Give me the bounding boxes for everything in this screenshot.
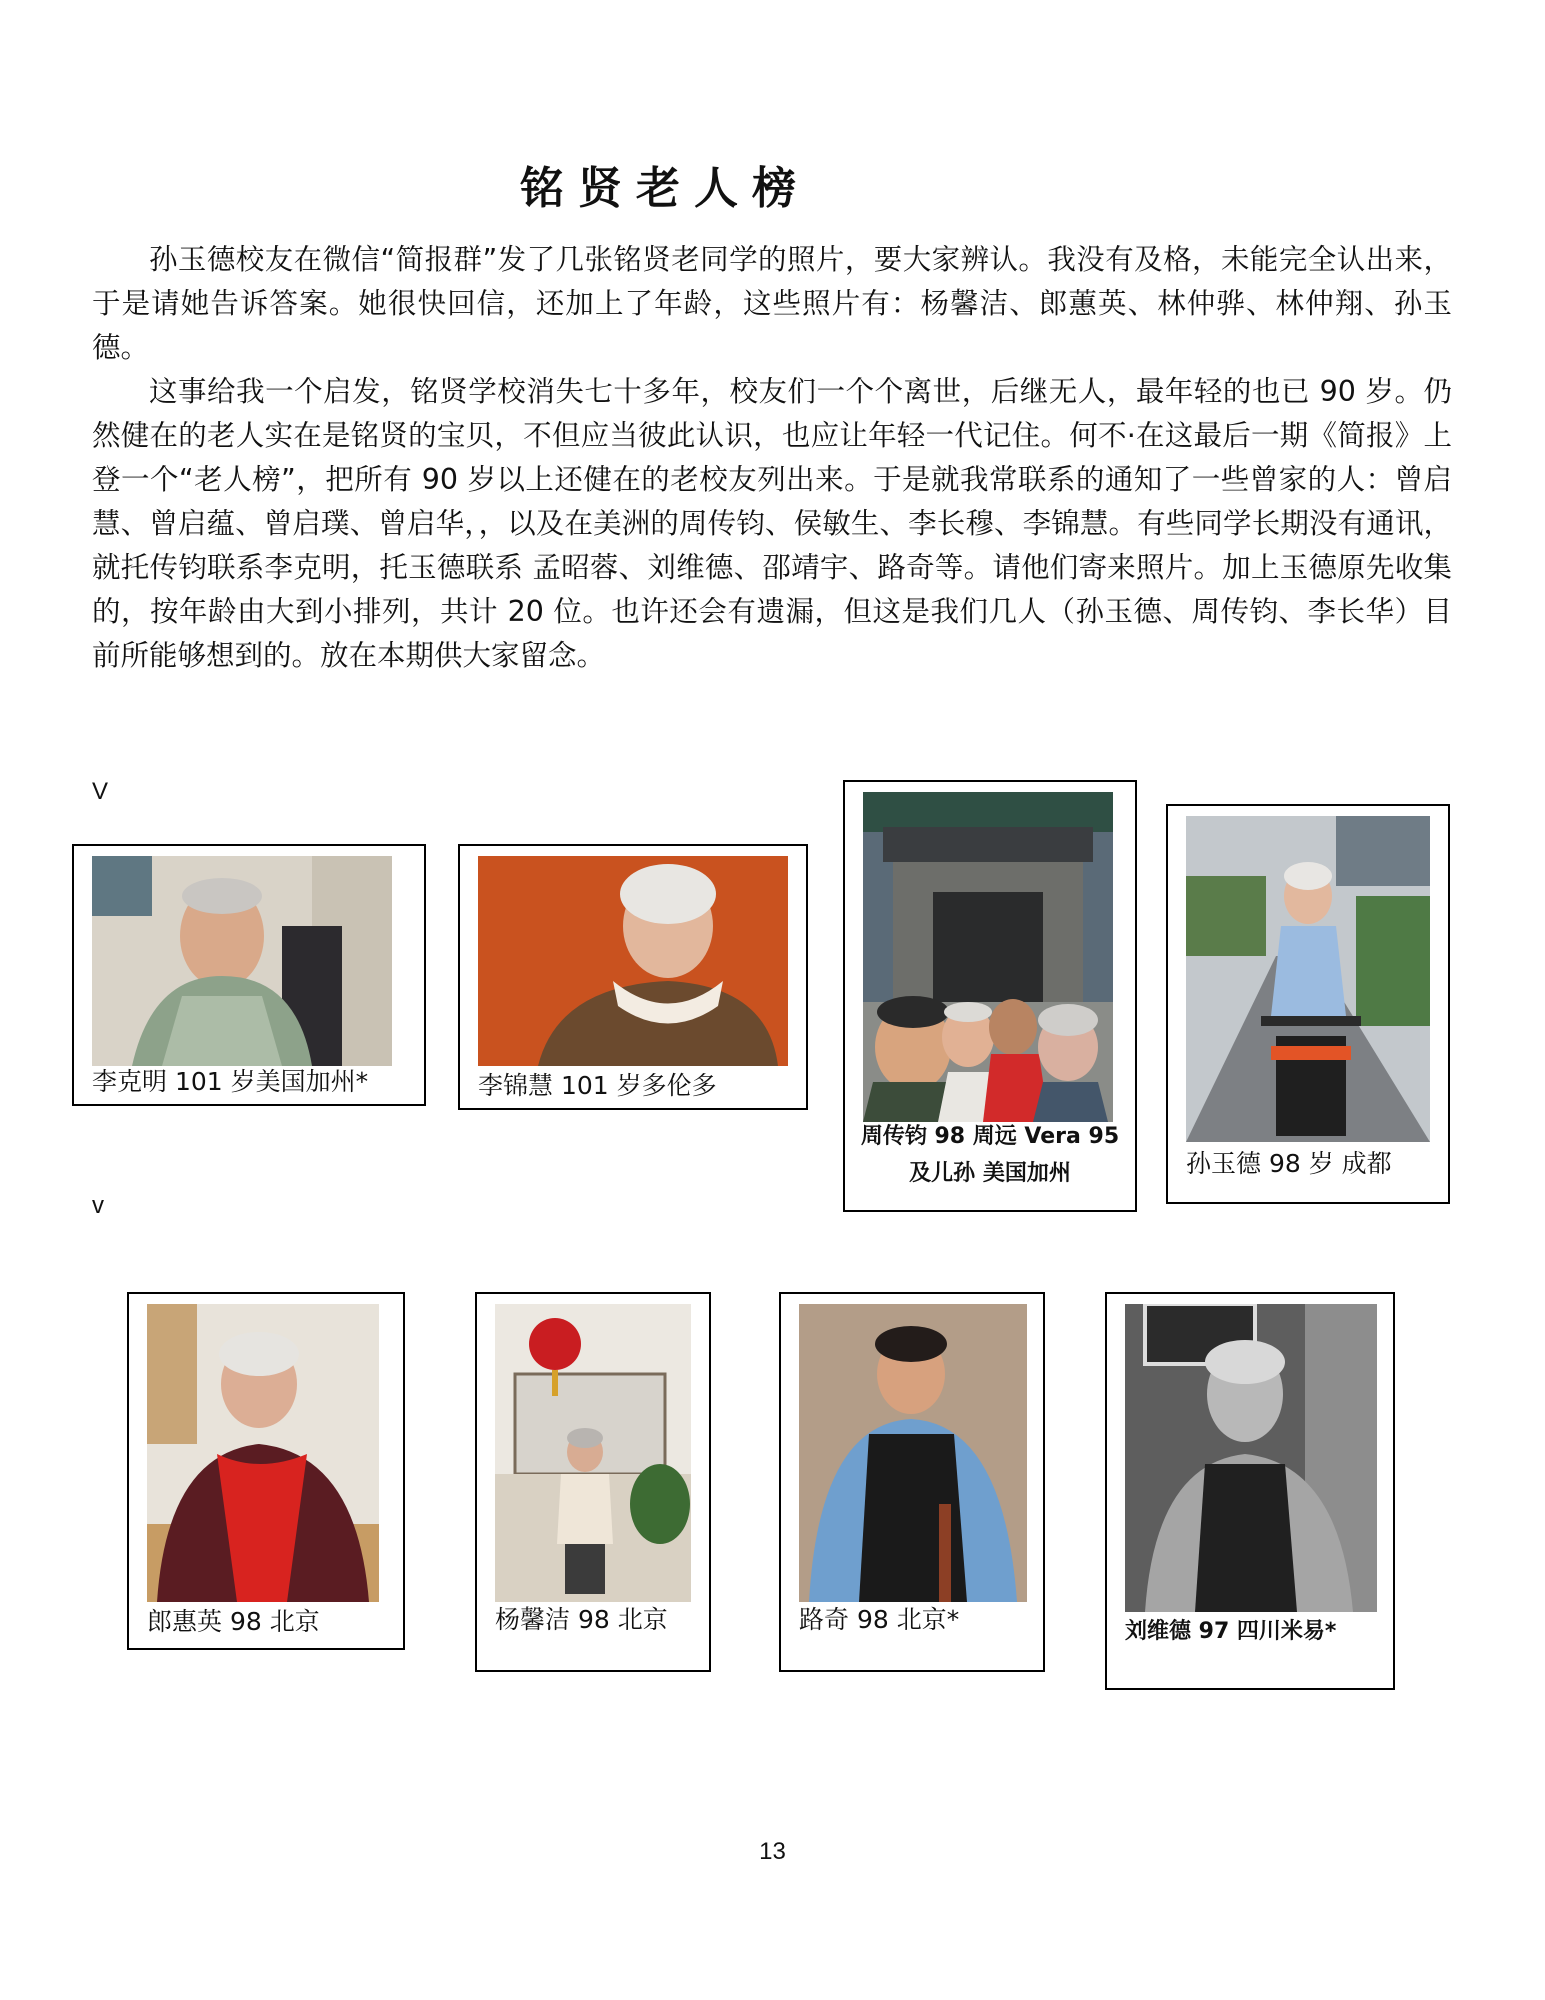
intro-paragraph: 孙玉德校友在微信“简报群”发了几张铭贤老同学的照片，要大家辨认。我没有及格，未能完全认出来，于是请她告诉答案。她很快回信，还加上了年龄，这些照片有：杨馨洁、郎蕙英、林仲骅、林仲翔、孙玉德。 (92, 243, 1452, 364)
photo-card-lu-qi (779, 1292, 1045, 1672)
photo-caption: 杨馨洁 98 北京 (495, 1605, 668, 1634)
photo-caption: 周传钧 98 周远 Vera 95 及儿孙 美国加州 (860, 1124, 1120, 1186)
photo-card-sun-yude (1166, 804, 1450, 1204)
family-photo (863, 792, 1113, 1122)
body-paragraph: 这事给我一个启发，铭贤学校消失七十多年，校友们一个个离世，后继无人，最年轻的也已 90 岁。仍然健在的老人实在是铭贤的宝贝，不但应当彼此认识，也应让年轻一代记住。何不·在这最后一期《简报》上登一个“老人榜”，把所有 90 岁以上还健在的老校友列出来。于是就我常联系的通知了一些曾家的人：曾启慧、曾启蕴、曾启璞、曾启华，，以及在美洲的周传钧、侯敏生、李长穆、李锦慧。有些同学长期没有通讯，就托传钧联系李克明，托玉德联系 孟昭蓉、刘维德、邵靖宇、路奇等。请他们寄来照片。加上玉德原先收集的，按年龄由大到小排列，共计 20 位。也许还会有遗漏，但这是我们几人（孙玉德、周传钧、李长华）目前所能够想到的。放在本期供大家留念。 (92, 375, 1452, 672)
portrait-photo (478, 856, 788, 1066)
portrait-photo (1125, 1304, 1377, 1612)
portrait-photo (799, 1304, 1027, 1602)
page-number: 13 (759, 1838, 786, 1865)
photo-caption: 孙玉德 98 岁 成都 (1186, 1149, 1392, 1178)
portrait-photo (1186, 816, 1430, 1142)
photo-card-zhou-chuanjun (843, 780, 1137, 1212)
photo-caption: 李锦慧 101 岁多伦多 (478, 1071, 717, 1100)
photo-card-yang-xinjie (475, 1292, 711, 1672)
photo-card-liu-weide (1105, 1292, 1395, 1690)
portrait-photo (92, 856, 392, 1066)
page-title: 铭贤老人榜 (520, 163, 810, 214)
photo-card-li-keming (72, 844, 426, 1106)
photo-card-lang-huiying (127, 1292, 405, 1650)
photo-caption: 路奇 98 北京* (799, 1605, 960, 1634)
photo-card-li-jinhui (458, 844, 808, 1110)
margin-mark-lower: v (92, 1192, 104, 1219)
photo-caption: 刘维德 97 四川米易* (1125, 1619, 1337, 1644)
photo-caption: 郎惠英 98 北京 (147, 1607, 320, 1636)
portrait-photo (495, 1304, 691, 1602)
portrait-photo (147, 1304, 379, 1602)
photo-caption: 李克明 101 岁美国加州* (92, 1067, 369, 1096)
margin-mark-upper: V (92, 778, 109, 805)
